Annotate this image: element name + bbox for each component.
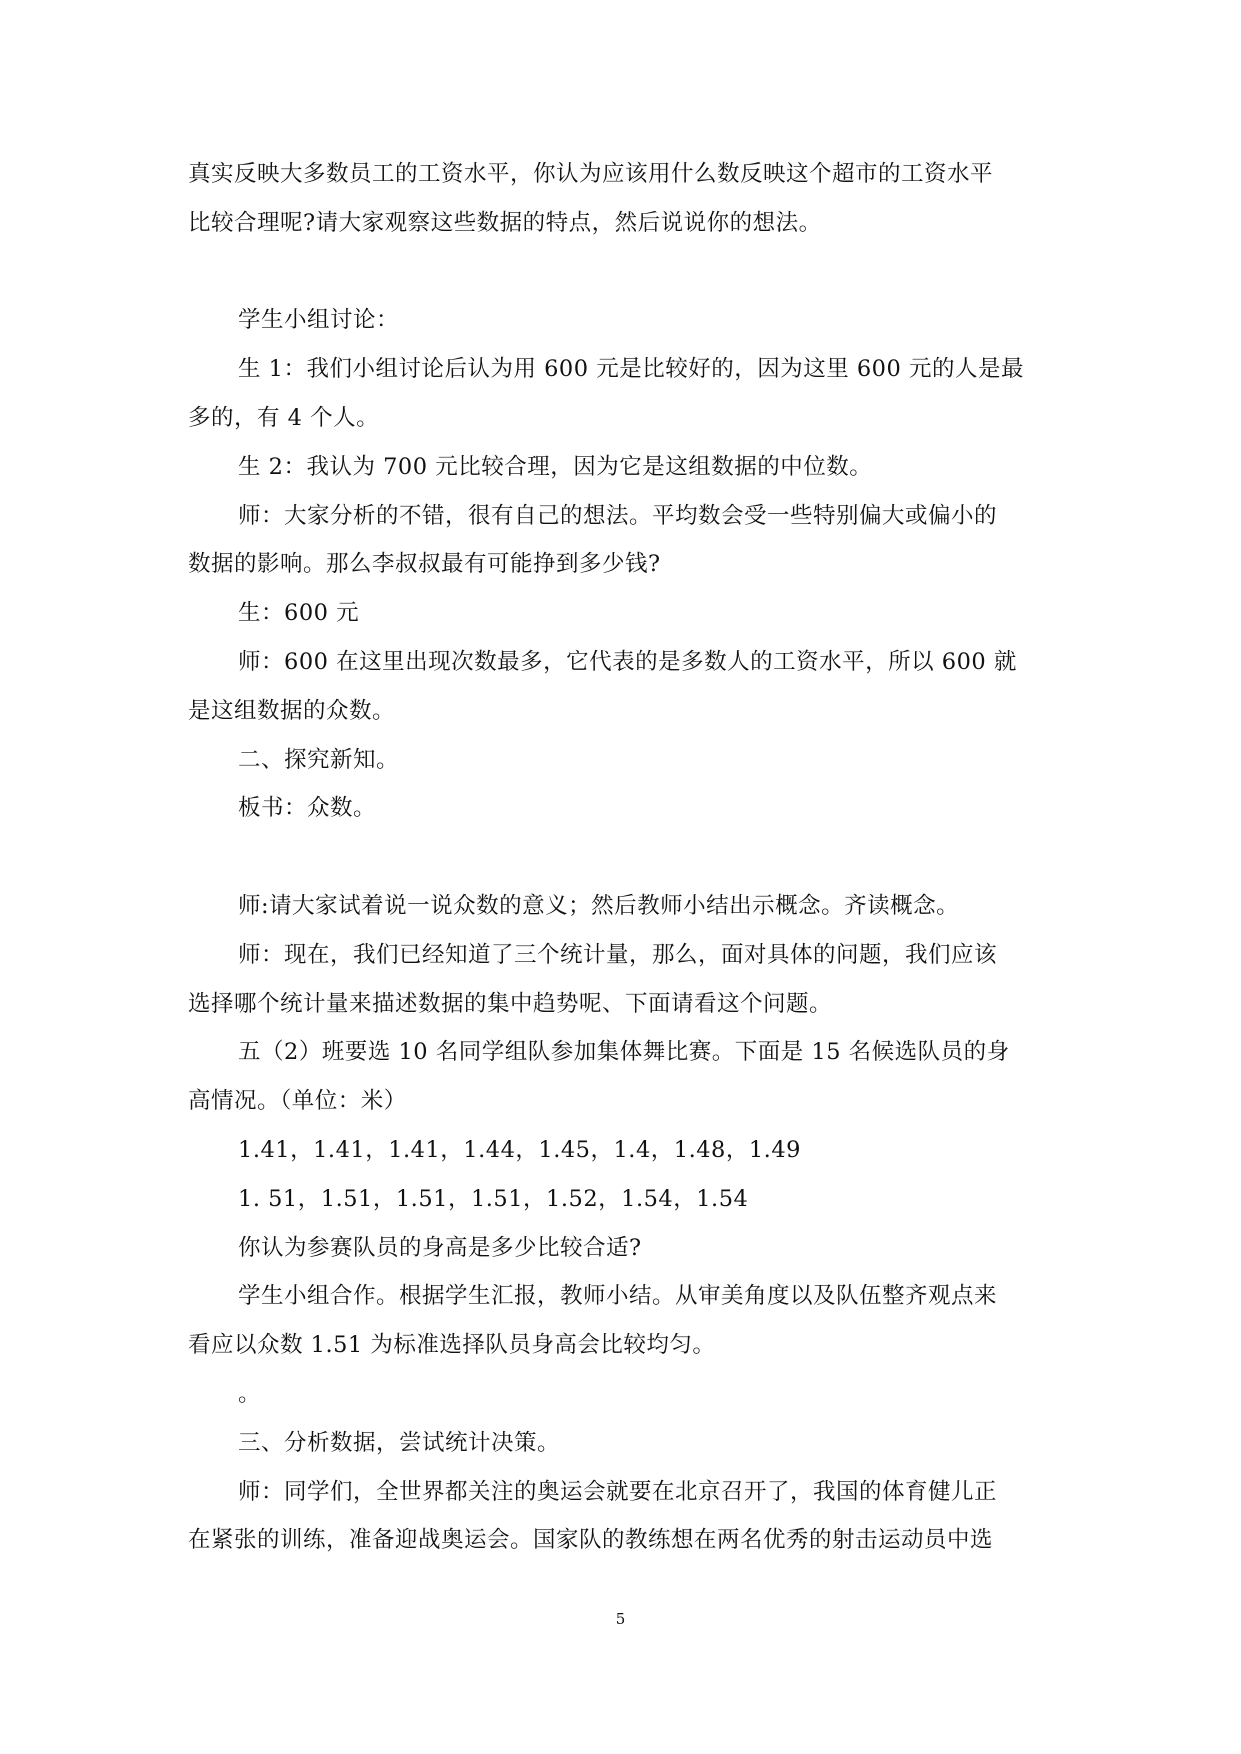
document-body bbox=[188, 150, 1058, 1565]
body-line: 真实反映大多数员工的工资水平，你认为应该用什么数反映这个超市的工资水平 bbox=[188, 161, 994, 187]
section-heading: 三、分析数据，尝试统计决策。 bbox=[238, 1429, 561, 1456]
paragraph-gap bbox=[188, 833, 1058, 882]
body-line: 数据的影响。那么李叔叔最有可能挣到多少钱? bbox=[188, 551, 661, 578]
data-row: 1.41，1.41，1.41，1.44，1.45，1.4，1.48，1.49 bbox=[238, 1136, 801, 1163]
body-line: 学生小组讨论： bbox=[238, 307, 400, 334]
body-line: 选择哪个统计量来描述数据的集中趋势呢、下面请看这个问题。 bbox=[188, 990, 833, 1017]
body-line: 师：同学们，全世界都关注的奥运会就要在北京召开了，我国的体育健儿正 bbox=[238, 1478, 998, 1505]
data-row: 1. 51，1.51，1.51，1.51，1.52，1.54，1.54 bbox=[238, 1185, 749, 1212]
body-line: 师：现在，我们已经知道了三个统计量，那么，面对具体的问题，我们应该 bbox=[238, 941, 998, 968]
page-number: 5 bbox=[615, 1610, 626, 1628]
body-line: 你认为参赛队员的身高是多少比较合适? bbox=[238, 1234, 642, 1261]
body-line: 是这组数据的众数。 bbox=[188, 697, 396, 724]
body-line: 高情况。（单位：米） bbox=[188, 1088, 407, 1115]
body-line: 比较合理呢?请大家观察这些数据的特点，然后说说你的想法。 bbox=[188, 209, 822, 236]
body-line: 五（2）班要选 10 名同学组队参加集体舞比赛。下面是 15 名候选队员的身 bbox=[238, 1039, 1010, 1066]
body-line: 。 bbox=[238, 1380, 262, 1407]
body-line: 生 1：我们小组讨论后认为用 600 元是比较好的，因为这里 600 元的人是最 bbox=[238, 356, 1024, 383]
body-line: 板书：众数。 bbox=[238, 795, 377, 822]
body-line: 师：600 在这里出现次数最多，它代表的是多数人的工资水平，所以 600 就 bbox=[238, 648, 1017, 675]
body-line: 学生小组合作。根据学生汇报，教师小结。从审美角度以及队伍整齐观点来 bbox=[238, 1283, 998, 1310]
section-heading: 二、探究新知。 bbox=[238, 746, 400, 773]
body-line: 多的，有 4 个人。 bbox=[188, 404, 380, 431]
body-line: 看应以众数 1.51 为标准选择队员身高会比较均匀。 bbox=[188, 1332, 716, 1359]
body-line: 生 2：我认为 700 元比较合理，因为它是这组数据的中位数。 bbox=[238, 453, 873, 480]
body-line: 在紧张的训练，准备迎战奥运会。国家队的教练想在两名优秀的射击运动员中选 bbox=[188, 1527, 994, 1554]
paragraph-gap bbox=[188, 248, 1058, 297]
body-line: 师：大家分析的不错，很有自己的想法。平均数会受一些特别偏大或偏小的 bbox=[238, 502, 998, 529]
body-line: 师:请大家试着说一说众数的意义；然后教师小结出示概念。齐读概念。 bbox=[238, 892, 960, 919]
body-line: 生：600 元 bbox=[238, 600, 360, 627]
